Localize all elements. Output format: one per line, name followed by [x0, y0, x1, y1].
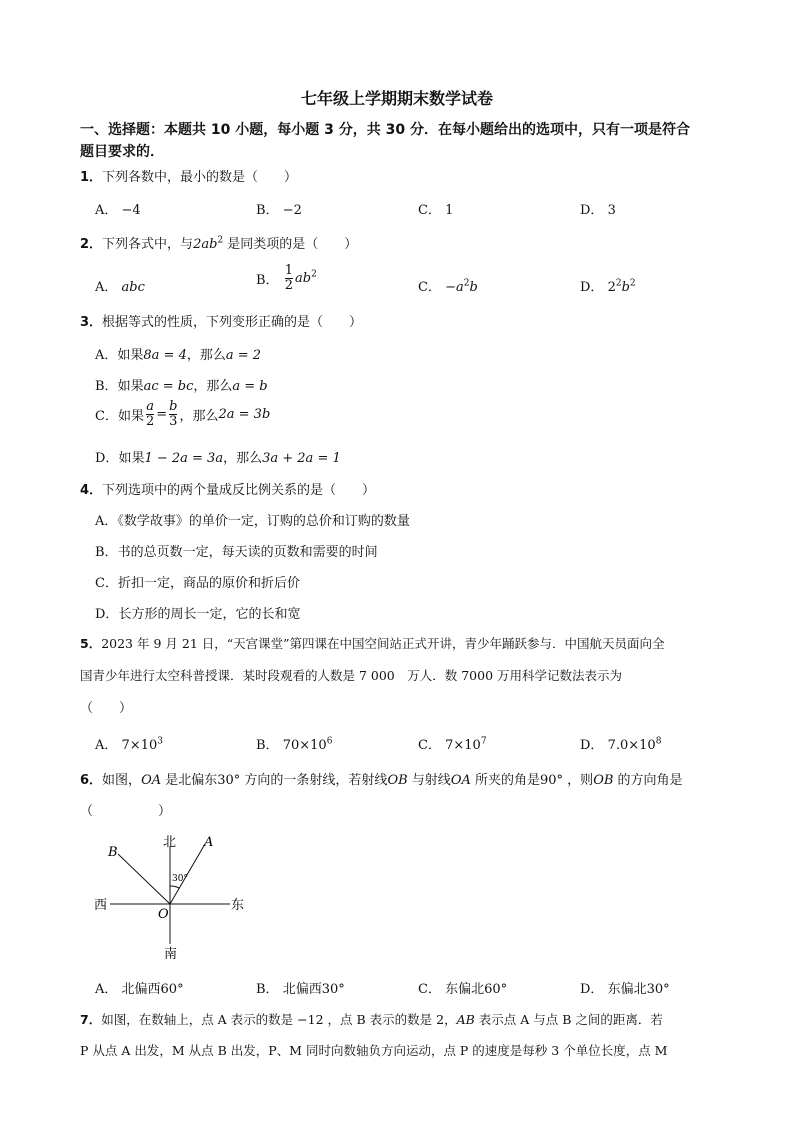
page-title: 七年级上学期期末数学试卷 [300, 89, 493, 108]
point-a-label: A [204, 835, 214, 850]
question-text: 下列各数中，最小的数是（ ） [102, 170, 298, 185]
section-heading-line2: 题目要求的． [80, 144, 164, 160]
question-5-option-c: C． $7\times 10^7$ [418, 736, 487, 753]
east-label: 东 [231, 898, 245, 913]
fraction: $\frac{a}{2}$ [145, 399, 155, 429]
question-4-option-c: C．折扣一定，商品的原价和折后价 [95, 576, 300, 591]
origin-label: O [158, 907, 169, 922]
question-5-line2: 国青少年进行太空科普授课．某时段观看的人数是 7 000 万人．数 7000 万用科学记数法表示为 [80, 668, 623, 683]
section-heading-line1: 一、选择题：本题共 10 小题，每小题 3 分，共 30 分．在每小题给出的选项中，只有一项是符合 [80, 122, 690, 138]
question-3-stem: 3．根据等式的性质，下列变形正确的是（ ） [80, 315, 363, 330]
angle-arc [170, 886, 179, 888]
question-4-stem: 4．下列选项中的两个量成反比例关系的是（ ） [80, 483, 376, 498]
south-label: 南 [164, 947, 178, 962]
question-3-option-c: C．如果 $\frac{a}{2}$ = $\frac{b}{3}$ ，那么2a = 3b [95, 399, 271, 429]
question-4-option-b: B．书的总页数一定，每天读的页数和需要的时间 [95, 545, 378, 560]
question-6-line1: 6．如图，OA 是北偏东30° 方向的一条射线，若射线OB 与射线OA 所夹的角是90° ，则OB 的方向角是 [80, 773, 683, 788]
angle-label: 30° [172, 874, 188, 884]
question-5-option-a: A． $7\times 10^3$ [95, 736, 163, 753]
question-number: 7． [80, 1012, 102, 1027]
question-3-option-b: B．如果ac = bc，那么a = b [95, 379, 268, 394]
question-number: 1． [80, 170, 103, 185]
question-1-option-a: A． −4 [95, 203, 141, 218]
question-number: 3． [80, 315, 103, 330]
west-label: 西 [94, 898, 108, 913]
question-number: 2． [80, 237, 103, 252]
question-2-option-c: C． $-a^2b$ [418, 278, 478, 295]
question-1-option-c: C． 1 [418, 203, 454, 218]
question-number: 4． [80, 483, 103, 498]
north-label: 北 [163, 835, 177, 850]
question-6-line2: （ ） [80, 804, 172, 819]
ray-ob [118, 854, 170, 904]
point-b-label: B [108, 845, 118, 860]
question-4-option-a: A．《数学故事》的单价一定，订购的总价和订购的数量 [95, 514, 410, 529]
question-2-option-a: A． abc [95, 280, 145, 295]
question-6-option-d: D． 东偏北30° [580, 982, 670, 997]
question-number: 5． [80, 636, 102, 651]
question-1-option-b: B． −2 [256, 203, 302, 218]
question-1-option-d: D． 3 [580, 203, 616, 218]
fraction: $\frac{1}{2}$ [284, 263, 293, 293]
question-3-option-a: A．如果8a = 4，那么a = 2 [95, 348, 262, 363]
question-number: 6． [80, 773, 103, 788]
question-5-line3: （ ） [80, 701, 133, 716]
question-2-option-d: D． $2^2b^2$ [580, 278, 636, 295]
question-7-line1: 7．如图，在数轴上，点 A 表示的数是 −12 ，点 B 表示的数是 2，AB 表示点 A 与点 B 之间的距离．若 [80, 1012, 663, 1027]
question-5-option-d: D． $7.0\times 10^8$ [580, 736, 662, 753]
question-2-stem: 2．下列各式中，与$2ab^2$ 是同类项的是（ ） [80, 235, 358, 252]
question-2-option-b: B． $\frac{1}{2}$ $ab^2$ [256, 263, 317, 293]
question-6-option-c: C． 东偏北60° [418, 982, 508, 997]
direction-figure [88, 826, 248, 966]
question-5-line1: 5．2023 年 9 月 21 日，“天宫课堂”第四课在中国空间站正式开讲，青少年踊跃参与．中国航天员面向全 [80, 636, 665, 651]
question-1-stem [80, 166, 297, 185]
question-4-option-d: D．长方形的周长一定，它的长和宽 [95, 607, 301, 622]
question-6-option-b: B． 北偏西30° [256, 982, 345, 997]
question-3-option-d: D．如果1 − 2a = 3a，那么3a + 2a = 1 [95, 451, 341, 466]
fraction: $\frac{b}{3}$ [169, 399, 178, 429]
question-6-option-a: A． 北偏西60° [95, 982, 184, 997]
question-5-option-b: B． $70\times 10^6$ [256, 736, 333, 753]
question-7-line2: P 从点 A 出发，M 从点 B 出发，P、M 同时向数轴负方向运动，点 P 的速度是每秒 3 个单位长度，点 M [80, 1043, 668, 1058]
